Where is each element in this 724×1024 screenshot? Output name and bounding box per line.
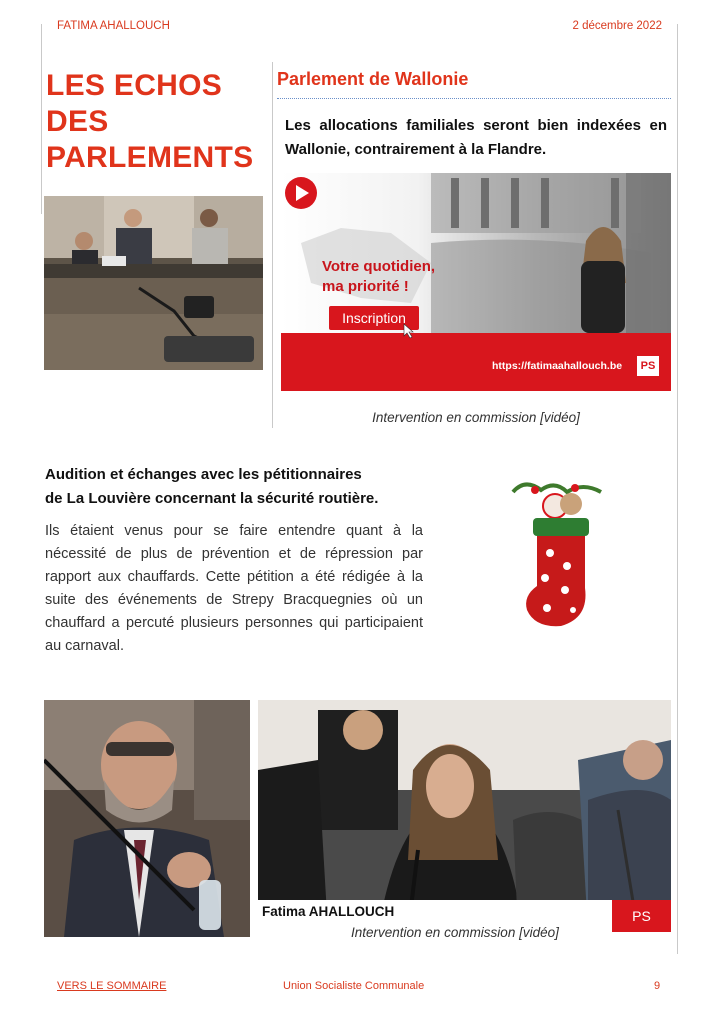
middle-rule: [272, 62, 273, 428]
parliament-session-photo: [44, 196, 263, 370]
article1-headline: Les allocations familiales seront bien indexées en Wallonie, contrairement à la Flandre.: [285, 117, 667, 158]
website-url[interactable]: https://fatimaahallouch.be: [492, 360, 623, 372]
video-thumbnail[interactable]: [281, 173, 671, 391]
page-number: 9: [654, 980, 661, 992]
speaker2-video[interactable]: [258, 700, 671, 932]
header-author: FATIMA AHALLOUCH: [57, 20, 170, 32]
slogan-text: !: [399, 278, 409, 295]
left-rule: [41, 24, 42, 214]
page-title-line: PARLEMENTS: [46, 141, 254, 174]
dotted-divider: [277, 98, 671, 99]
headline-line: Audition et échanges avec les pétitionnaires: [45, 466, 362, 483]
speaker-photo: [44, 700, 250, 937]
footer-org: Union Socialiste Communale: [283, 980, 425, 992]
inscription-button[interactable]: Inscription: [342, 310, 406, 326]
page-title-line: DES: [46, 105, 109, 138]
ps-badge: PS: [612, 900, 671, 932]
slogan-text: ma: [322, 278, 348, 295]
ps-logo: PS: [640, 360, 656, 372]
slogan-bold-text: quotidien,: [363, 258, 436, 275]
speaker-name: Fatima AHALLOUCH: [262, 904, 395, 919]
article2-headline: [45, 463, 425, 511]
header-date: 2 décembre 2022: [572, 20, 662, 32]
table-of-contents-link[interactable]: VERS LE SOMMAIRE: [57, 980, 167, 992]
page-title: [46, 68, 253, 176]
slogan-text: Votre: [322, 258, 364, 275]
video2-caption: Intervention en commission [vidéo]: [351, 925, 559, 940]
section-title: Parlement de Wallonie: [277, 69, 469, 89]
article2-body: Ils étaient venus pour se faire entendre quant à la nécessité de plus de prévention et de répression par rapport aux chauffards. Cette pétition a été rédigée à la suite des événements de Strepy Bracquegnies où un chauffard a percuté plusieurs personnes qui participaient au carnaval.: [45, 523, 423, 654]
headline-line: de La Louvière concernant la sécurité routière.: [45, 490, 379, 507]
right-rule: [677, 24, 678, 954]
video-caption: Intervention en commission [vidéo]: [372, 410, 580, 425]
slogan-bold-text: priorité: [347, 278, 400, 295]
video-slogan: [322, 257, 435, 297]
page-title-line: LES ECHOS: [46, 69, 223, 102]
christmas-stocking-icon: [505, 478, 610, 633]
